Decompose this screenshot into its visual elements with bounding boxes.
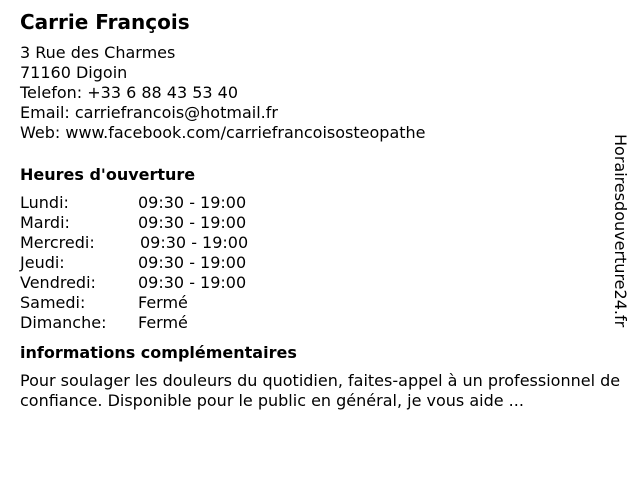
opening-hours-heading: Heures d'ouverture	[20, 165, 196, 184]
business-card	[20, 10, 620, 411]
day-label: Mercredi:	[20, 233, 95, 252]
hours-row-thursday	[20, 253, 620, 273]
city-postcode: 71160 Digoin	[20, 63, 128, 82]
day-label: Dimanche:	[20, 313, 107, 332]
day-label: Samedi:	[20, 293, 86, 312]
hours-row-tuesday	[20, 213, 620, 233]
phone-number: Telefon: +33 6 88 43 53 40	[20, 83, 239, 102]
hours-row-wednesday	[20, 233, 620, 253]
day-hours: Fermé	[138, 313, 188, 332]
contact-block	[20, 43, 620, 143]
day-hours: 09:30 - 19:00	[140, 233, 249, 252]
email-address: Email: carriefrancois@hotmail.fr	[20, 103, 278, 122]
day-hours: Fermé	[138, 293, 188, 312]
site-watermark: Horairesdouverture24.fr	[611, 134, 630, 328]
street-address: 3 Rue des Charmes	[20, 43, 176, 62]
day-hours: 09:30 - 19:00	[138, 213, 247, 232]
business-name: Carrie François	[20, 10, 190, 34]
additional-info-text: Pour soulager les douleurs du quotidien, faites-appel à un professionnel de confiance. Disponible pour le public en général, je vous aide ...	[20, 371, 621, 410]
day-label: Lundi:	[20, 193, 69, 212]
opening-hours-list	[20, 193, 620, 333]
hours-row-sunday	[20, 313, 620, 333]
hours-row-monday	[20, 193, 620, 213]
day-hours: 09:30 - 19:00	[138, 253, 247, 272]
hours-row-saturday	[20, 293, 620, 313]
hours-row-friday	[20, 273, 620, 293]
day-hours: 09:30 - 19:00	[138, 193, 247, 212]
day-label: Mardi:	[20, 213, 70, 232]
additional-info-heading: informations complémentaires	[20, 343, 297, 362]
day-label: Vendredi:	[20, 273, 96, 292]
day-hours: 09:30 - 19:00	[138, 273, 247, 292]
website-link: Web: www.facebook.com/carriefrancoisosteopathe	[20, 123, 426, 142]
day-label: Jeudi:	[20, 253, 65, 272]
